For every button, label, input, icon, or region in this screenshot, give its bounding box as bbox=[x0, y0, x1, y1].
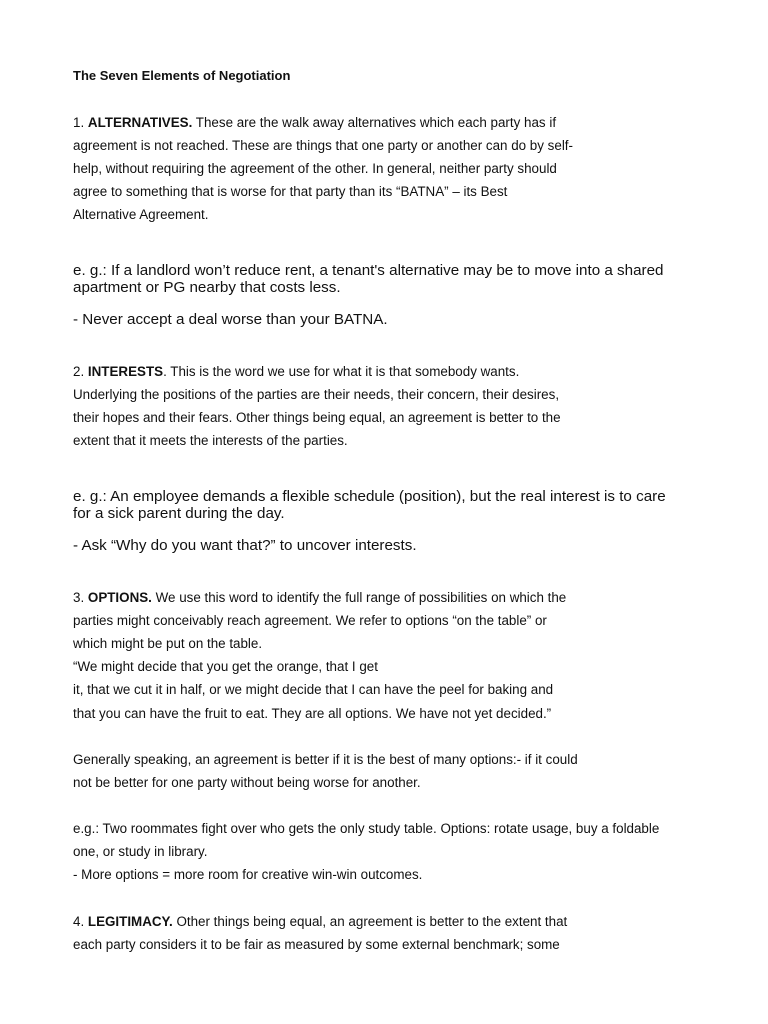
section-3-example-line-2: one, or study in library. bbox=[73, 844, 208, 859]
section-2-line-4: extent that it meets the interests of the parties. bbox=[73, 433, 348, 448]
section-2-line-1 bbox=[73, 364, 519, 380]
section-3-para2-line-2: not be better for one party without being worse for another. bbox=[73, 775, 421, 790]
section-4-line-2: each party considers it to be fair as measured by some external benchmark; some bbox=[73, 937, 560, 952]
section-1-line-3: help, without requiring the agreement of the other. In general, neither party should bbox=[73, 161, 557, 176]
section-1-line-2: agreement is not reached. These are things that one party or another can do by self- bbox=[73, 138, 573, 153]
section-3-line-2: parties might conceivably reach agreement. We refer to options “on the table” or bbox=[73, 613, 547, 628]
section-1-number: 1. bbox=[73, 115, 85, 130]
section-2-line-2: Underlying the positions of the parties are their needs, their concern, their desires, bbox=[73, 387, 560, 402]
section-2-tip: - Ask “Why do you want that?” to uncover interests. bbox=[73, 537, 417, 554]
section-1-text: These are the walk away alternatives which each party has if bbox=[195, 115, 557, 130]
section-2-heading: INTERESTS bbox=[87, 364, 164, 379]
section-1-line-1 bbox=[73, 115, 556, 131]
section-2-text: . This is the word we use for what it is that somebody wants. bbox=[163, 364, 520, 379]
section-3-line-5: it, that we cut it in half, or we might decide that I can have the peel for baking and bbox=[73, 682, 554, 697]
section-3-heading: OPTIONS. bbox=[87, 590, 152, 605]
section-1-line-5: Alternative Agreement. bbox=[73, 207, 209, 222]
section-4-text: Other things being equal, an agreement is better to the extent that bbox=[176, 914, 568, 929]
section-3-para2-line-1: Generally speaking, an agreement is better if it is the best of many options:- if it could bbox=[73, 752, 578, 767]
section-1-example-line-1: e. g.: If a landlord won’t reduce rent, a tenant's alternative may be to move into a shared bbox=[73, 262, 664, 279]
section-3-text: We use this word to identify the full range of possibilities on which the bbox=[155, 590, 567, 605]
section-3-line-6: that you can have the fruit to eat. They are all options. We have not yet decided.” bbox=[73, 706, 552, 721]
document-title: The Seven Elements of Negotiation bbox=[73, 68, 291, 83]
section-1-tip: - Never accept a deal worse than your BATNA. bbox=[73, 311, 388, 328]
section-4-line-1 bbox=[73, 914, 567, 930]
section-3-line-4: “We might decide that you get the orange, that I get bbox=[73, 659, 378, 674]
section-3-number: 3. bbox=[73, 590, 85, 605]
section-1-example-line-2: apartment or PG nearby that costs less. bbox=[73, 279, 341, 296]
section-3-example-line-3: - More options = more room for creative win-win outcomes. bbox=[73, 867, 423, 882]
section-2-number: 2. bbox=[73, 364, 85, 379]
section-3-example-line-1: e.g.: Two roommates fight over who gets the only study table. Options: rotate usage, buy a foldable bbox=[73, 821, 660, 836]
section-1-line-4: agree to something that is worse for that party than its “BATNA” – its Best bbox=[73, 184, 508, 199]
section-4-heading: LEGITIMACY. bbox=[87, 914, 173, 929]
section-1-heading: ALTERNATIVES. bbox=[87, 115, 193, 130]
section-2-example-line-1: e. g.: An employee demands a flexible schedule (position), but the real interest is to care bbox=[73, 488, 666, 505]
section-3-line-1 bbox=[73, 590, 566, 606]
section-2-line-3: their hopes and their fears. Other things being equal, an agreement is better to the bbox=[73, 410, 561, 425]
section-3-line-3: which might be put on the table. bbox=[73, 636, 263, 651]
section-2-example-line-2: for a sick parent during the day. bbox=[73, 505, 285, 522]
section-4-number: 4. bbox=[73, 914, 85, 929]
